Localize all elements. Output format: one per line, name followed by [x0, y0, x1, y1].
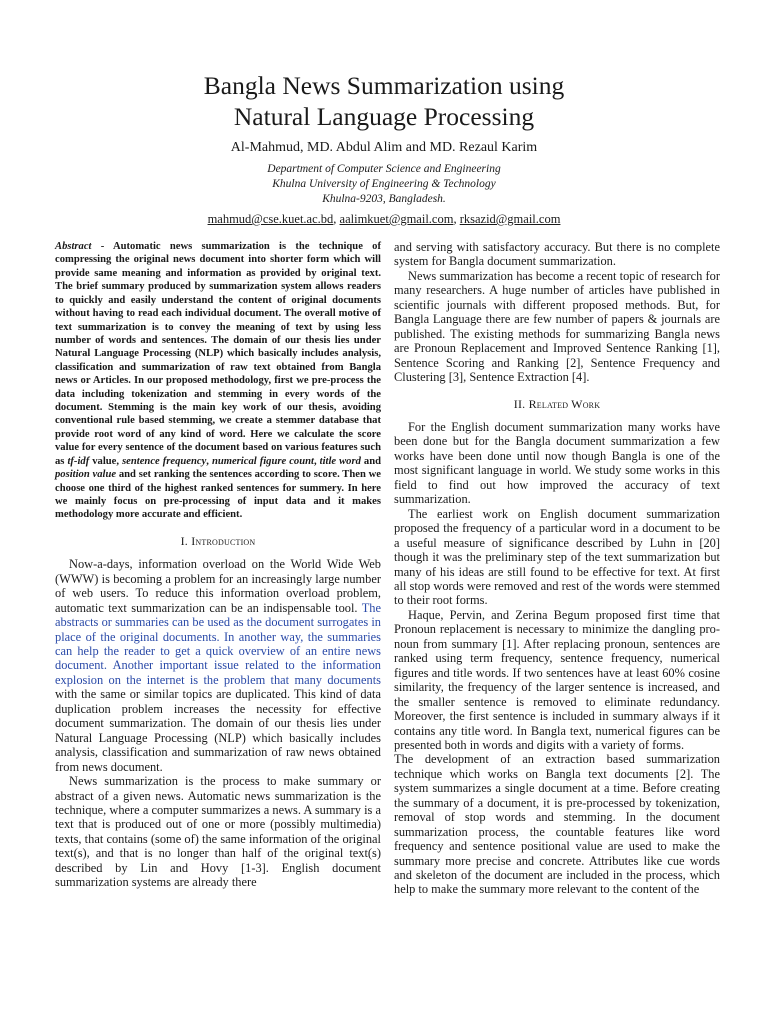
abstract-label: Abstract — [55, 241, 92, 252]
author-emails — [0, 212, 768, 227]
abstract — [55, 240, 381, 522]
intro-p1-highlight: The abstracts or summaries can be used as the document surrogates in place of the original documents. In another way, the summaries can help the reader to get a quick overview of an entire news document. Another important issue related to the information explosion on the internet is the problem that many documents — [55, 600, 381, 687]
intro-p1-text-b: with the same or similar topics are duplicated. This kind of data duplication problem increases the necessity for effective document summarization. The domain of our thesis lies under Natural Language Processing (NLP) which basically includes analysis, classification and summarization of raw news obtained from news document. — [55, 687, 381, 774]
affiliation-department: Department of Computer Science and Engineering — [267, 163, 501, 175]
intro-paragraph-3: News summarization has become a recent topic of research for many researchers. A huge number of articles have published in scientific journals with different proposed methods. But, for Bangla Language there are few number of papers & journals are published. The existing methods for summarizing Bangla news are Pronoun Replacement and Improved Sentence Ranking [1], Sentence Scoring and Ranking [2], Sentence Frequency and Clustering [3], Sentence Extraction [4]. — [394, 268, 720, 385]
abstract-feature-tfidf: tf-idf — [67, 455, 90, 467]
section-number: I. — [180, 533, 192, 548]
affiliation-university: Khulna University of Engineering & Technology — [272, 178, 496, 190]
intro-paragraph-1 — [55, 557, 381, 774]
paper-header — [0, 70, 768, 227]
email-link-3[interactable]: rksazid@gmail.com — [459, 212, 561, 226]
affiliation — [0, 162, 768, 207]
abstract-sep-2: , — [206, 455, 212, 467]
abstract-feature-sentence-frequency: sentence frequency — [122, 455, 207, 467]
email-link-2[interactable]: aalimkuet@gmail.com — [339, 212, 454, 226]
email-link-1[interactable]: mahmud@cse.kuet.ac.bd — [207, 212, 334, 226]
abstract-feature-numerical: numerical figure count — [211, 455, 314, 467]
abstract-text-a: Automatic news summarization is the technique of compressing the original news document into shorter form which will provide same meaning and information as provided by original text. The brief summary produced by summarization system allows readers to quickly and easily understand the content of original documents without having to read each individual document. The overall motive of text summarization is to convey the meaning of text by using less number of words and sentences. The domain of our thesis lies under Natural Language Processing (NLP) which basically includes analysis, classification and summarization of raw text obtained from Bangla news or Articles. In our proposed methodology, first we pre-process the data including tokenization and stemming in every words of the document. Stemming is the main key work of our thesis, avoiding conventional rule based stemming, we create a stemmer database that provide root word of any kind of word. Here we calculate the score value for every sentence of the document based on various features such as — [55, 241, 381, 467]
related-paragraph-4: The development of an extraction based summarization technique which works on Bangla text documents [2]. The system summarizes a single document at a time. Before creating the summary of a document, it is pre-processed by tokenization, removal of stop words and stemming. In the document summarization process, the countable features like word frequency and sentence positional value are used to make the summary more precise and concrete. Attributes like cue words and skeleton of the document are included in the process, which help to make the summary more relevant to the content of the — [394, 752, 720, 897]
section-number: II. — [513, 396, 529, 411]
related-paragraph-1: For the English document summarization many works have been done but for the Bangla document summarization a few works have been done until now though Bangla is one of the most significant language in world. We study some works in this field to find out how improved the accuracy of text summarization. — [394, 419, 720, 507]
intro-paragraph-continued: and serving with satisfactory accuracy. But there is no complete system for Bangla document summarization. — [394, 240, 720, 269]
email-separator: , — [333, 212, 340, 226]
title-line-2: Natural Language Processing — [233, 102, 535, 131]
abstract-text-b: and set ranking the sentences according to score. Then we choose one third of the highest ranked sentences for summery. In here we mainly focus on pre-processing of input data and it makes methodology more accurate and efficient. — [55, 469, 382, 521]
intro-p1-text-a: Now-a-days, information overload on the World Wide Web (WWW) is becoming a problem for an increasingly large number of web users. To reduce this information overload problem, automatic text summarization can be an indispensable tool. — [55, 557, 381, 615]
affiliation-location: Khulna-9203, Bangladesh. — [322, 193, 446, 205]
authors: Al-Mahmud, MD. Abdul Alim and MD. Rezaul Karim — [230, 140, 538, 155]
right-column — [394, 240, 720, 897]
section-title: Introduction — [191, 533, 256, 548]
section-title: Related Work — [528, 396, 601, 411]
related-paragraph-2: The earliest work on English document summarization proposed the frequency of a particular word in a document to be a useful measure of significance described by Luhn in [20] though it was the preliminary step of the text summarization but many of his ideas are still found to be effective for text. At first all stop words were removed and rest of the words were stemmed to their root forms. — [394, 506, 720, 608]
abstract-sep-3: , — [313, 455, 320, 467]
abstract-sep-4: and — [360, 455, 382, 467]
abstract-sep-1: value, — [89, 455, 123, 467]
title-line-1: Bangla News Summarization using — [203, 71, 565, 100]
section-heading-introduction — [55, 534, 381, 548]
abstract-dash: - — [91, 241, 113, 252]
section-heading-related-work — [394, 397, 720, 411]
related-paragraph-3: Haque, Pervin, and Zerina Begum proposed first time that Pronoun replacement is necessary to minimize the dangling pro-noun from summary [1]. After replacing pronoun, sentences are ranked using term frequency, sentence frequency, numerical figures and title words. If two sentences have at least 60% cosine similarity, the frequency of the larger sentence is increased, and the smaller sentence is removed to eliminate redundancy. Moreover, the first sentence is included in summary always if it contains any title word. In Bangla text, numerical figures can be presented both in words and digits with a variety of forms. — [394, 607, 720, 752]
abstract-feature-title-word: title word — [319, 455, 361, 467]
left-column — [55, 240, 381, 890]
abstract-feature-position: position value — [55, 469, 117, 481]
intro-paragraph-2: News summarization is the process to make summary or abstract of a given news. Automatic news summarization is the technique, where a computer summarizes a news. A summary is a text that is produced out of one or more (possibly multimedia) texts, that contains (some of) the same information of the original text(s), and that is no longer than half of the original text(s) described by Lin and Hovy [1-3]. English document summarization systems are already there — [55, 774, 381, 890]
email-separator: , — [453, 212, 460, 226]
paper-title — [0, 70, 768, 132]
